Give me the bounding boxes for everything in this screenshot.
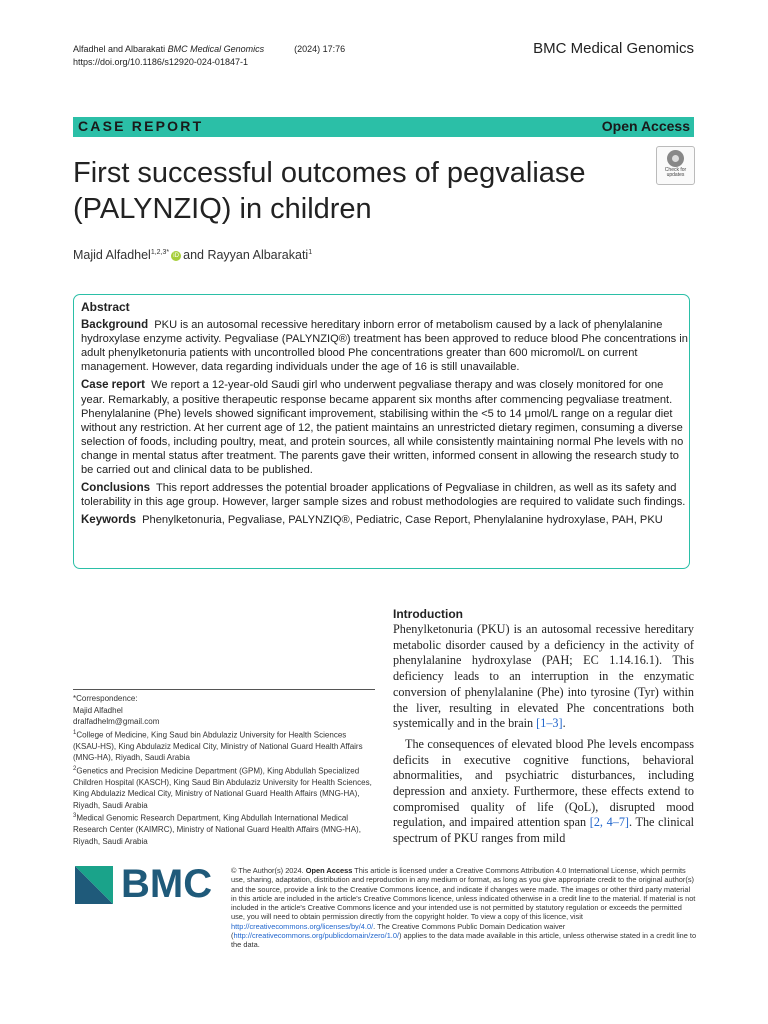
abstract-case-report [81, 378, 689, 477]
article-type-banner [73, 117, 694, 137]
affiliation-1-text: College of Medicine, King Saud bin Abdulaziz University for Health Sciences (KSAU-HS), King Abdulaziz Medical City, Ministry of National Guard Health Affairs (MNG-HA), Riyadh, Saudi Arabia [73, 730, 363, 763]
affiliation-2-text: Genetics and Precision Medicine Department (GPM), King Abdullah Specialized Children Hospital (KASCH), King Saud Bin Abdulaziz University for Health Sciences, King Abdulaziz Medical City, Ministry of National Guard Health Affairs (MNG-HA), Riyadh, Saudi Arabia [73, 766, 372, 810]
affiliation-3-text: Medical Genomic Research Department, King Abdullah International Medical Research Center (KAIMRC), Ministry of National Guard Health Affairs (MNG-HA), Riyadh, Saudi Arabia [73, 813, 361, 846]
keywords-text: Phenylketonuria, Pegvaliase, PALYNZIQ®, Pediatric, Case Report, Phenylalanine hydroxylase, PAH, PKU [142, 514, 663, 527]
bmc-logo-text: BMC [121, 862, 213, 906]
header-year-volume: (2024) 17:76 [294, 44, 346, 54]
abstract-box [73, 294, 690, 569]
intro-paragraph-1 [393, 622, 694, 732]
introduction-heading: Introduction [393, 607, 463, 621]
intro-p2-text: The consequences of elevated blood Phe levels encompass deficits in executive cognitive functions, behavioral abnormalities, and psychiatric disturbances, including depression and anxiety. Furthermore, these effects extend to compromised quality of life (QoL), disrupted mood regulation, and impaired attention span [393, 736, 694, 830]
bmc-logo-mark-icon [75, 866, 113, 904]
citation-link[interactable]: [2, 4–7] [589, 815, 629, 830]
running-header [73, 43, 345, 69]
public-domain-url-link[interactable]: http://creativecommons.org/publicdomain/zero/1.0/ [233, 931, 400, 941]
bmc-logo [75, 862, 217, 906]
header-authors: Alfadhel and Albarakati [73, 44, 166, 54]
conclusions-label: Conclusions [81, 482, 151, 495]
check-updates-label: Check for updates [664, 167, 687, 178]
author-2: and Rayyan Albarakati [183, 248, 309, 262]
license-text-3: ) applies to the data made available in this article, unless otherwise stated in a credit line to the data. [231, 931, 697, 950]
case-report-label: Case report [81, 379, 145, 392]
copyright: © The Author(s) 2024. [231, 866, 304, 875]
license-text-2: . The Creative Commons Public Domain Dedication waiver ( [231, 921, 566, 941]
conclusions-text: This report addresses the potential broader applications of Pegvaliase in children, as well as its safety and tolerability in this age group. However, larger sample sizes and robust methodologies are required to validate such findings. [81, 482, 686, 509]
author-1-affiliations: 1,2,3* [150, 248, 170, 256]
article-title: First successful outcomes of pegvaliase (PALYNZIQ) in children [73, 157, 586, 225]
author-list [73, 248, 312, 262]
license-open-access: Open Access [305, 866, 353, 875]
background-label: Background [81, 319, 149, 332]
abstract-background [81, 318, 689, 374]
license-url-link[interactable]: http://creativecommons.org/licenses/by/4.0/ [231, 921, 374, 931]
license-text-1: This article is licensed under a Creative Commons Attribution 4.0 International License, which permits use, sharing, adaptation, distribution and reproduction in any medium or format, as long as you give appropriate credit to the original author(s) and the source, provide a link to the Creative Commons licence, and indicate if changes were made. The images or other third party material in this article are included in the article's Creative Commons licence, unless indicated otherwise in a credit line to the material. If material is not included in the article's Creative Commons licence and your intended use is not permitted by statutory regulation or exceeds the permitted use, you will need to obtain permission directly from the copyright holder. To view a copy of this licence, visit [231, 866, 696, 922]
header-journal: BMC Medical Genomics [167, 44, 265, 54]
abstract-heading: Abstract [81, 300, 130, 314]
check-updates-icon [667, 150, 684, 167]
open-access-label: Open Access [601, 118, 690, 134]
affiliation-2: $^2$Genetics and Precision Medicine Department (GPM), King Abdullah Specialized Children Hospital (KASCH), King Saud Bin Abdulaziz University for Health Sciences, King Abdulaziz Medical City, Ministry of National Guard Health Affairs (MNG-HA), Riyadh, Saudi Arabia [73, 765, 372, 810]
affiliation-3: $^3$Medical Genomic Research Department, King Abdullah International Medical Research Center (KAIMRC), Ministry of National Guard Health Affairs (MNG-HA), Riyadh, Saudi Arabia [73, 813, 361, 846]
case-report-text: We report a 12-year-old Saudi girl who underwent pegvaliase therapy and was closely monitored for one year. Remarkably, a positive therapeutic response became apparent six months after commencing pegvaliase treatment. Phenylalanine (Phe) levels showed significant improvement, stabilising within the <5 to 14 μmol/L range on a regular diet without any restriction. At her current age of 12, the patient maintains an unrestricted dietary regimen, consuming a diverse selection of foods, including poultry, meat, and protein sources, all while consistently maintaining normal Phe levels with no change in mental status after treatment. The parents gave their written, informed consent in allowing the research study to be carried out and clinical data to be published. [81, 379, 684, 477]
orcid-icon[interactable]: iD [171, 251, 181, 261]
affiliation-1: $^1$College of Medicine, King Saud bin Abdulaziz University for Health Sciences (KSAU-HS), King Abdulaziz Medical City, Ministry of National Guard Health Affairs (MNG-HA), Riyadh, Saudi Arabia [73, 729, 363, 763]
intro-p1-text: Phenylketonuria (PKU) is an autosomal recessive hereditary metabolic disorder caused by a deficiency in the activity of phenylalanine hydroxylase (PAH; EC 1.14.16.1). This deficiency leads to an interruption in the enzymatic conversion of phenylalanine (Phe) into tyrosine (Tyr) within the liver, resulting in elevated Phe concentrations both systemically and in the brain [393, 622, 694, 731]
intro-paragraph-2 [393, 737, 694, 847]
introduction-section [393, 607, 694, 847]
abstract-conclusions [81, 481, 689, 509]
keywords-label: Keywords [81, 514, 136, 527]
correspondence-block [73, 689, 375, 847]
citation-link[interactable]: [1–3] [536, 716, 563, 731]
author-2-affiliations: 1 [308, 248, 313, 256]
header-doi-link[interactable]: https://doi.org/10.1186/s12920-024-01847-1 [73, 57, 248, 67]
background-text: PKU is an autosomal recessive hereditary inborn error of metabolism caused by a lack of phenylalanine hydroxylase enzyme activity. Pegvaliase (PALYNZIQ®) treatment has been approved to reduce blood Phe concentrations in adult phenylketonuria patients with uncontrolled blood Phe concentrations greater than 600 micromol/L on current management. However, data regarding individuals under the age of 16 is still unavailable. [81, 319, 688, 374]
article-type: CASE REPORT [78, 118, 204, 134]
license-notice [231, 866, 697, 950]
check-for-updates-button[interactable] [656, 146, 695, 185]
author-1[interactable]: Majid Alfadhel [73, 248, 151, 262]
intro-p1-end: . [562, 716, 566, 731]
correspondence-label: *Correspondence: [73, 694, 138, 703]
journal-name: BMC Medical Genomics [533, 40, 694, 57]
intro-p2-end: . The clinical spectrum of PKU ranges from mild [393, 815, 695, 846]
correspondence-name: Majid Alfadhel [73, 705, 123, 715]
correspondence-email[interactable]: dralfadhelm@gmail.com [73, 717, 160, 726]
abstract-keywords [81, 513, 689, 527]
